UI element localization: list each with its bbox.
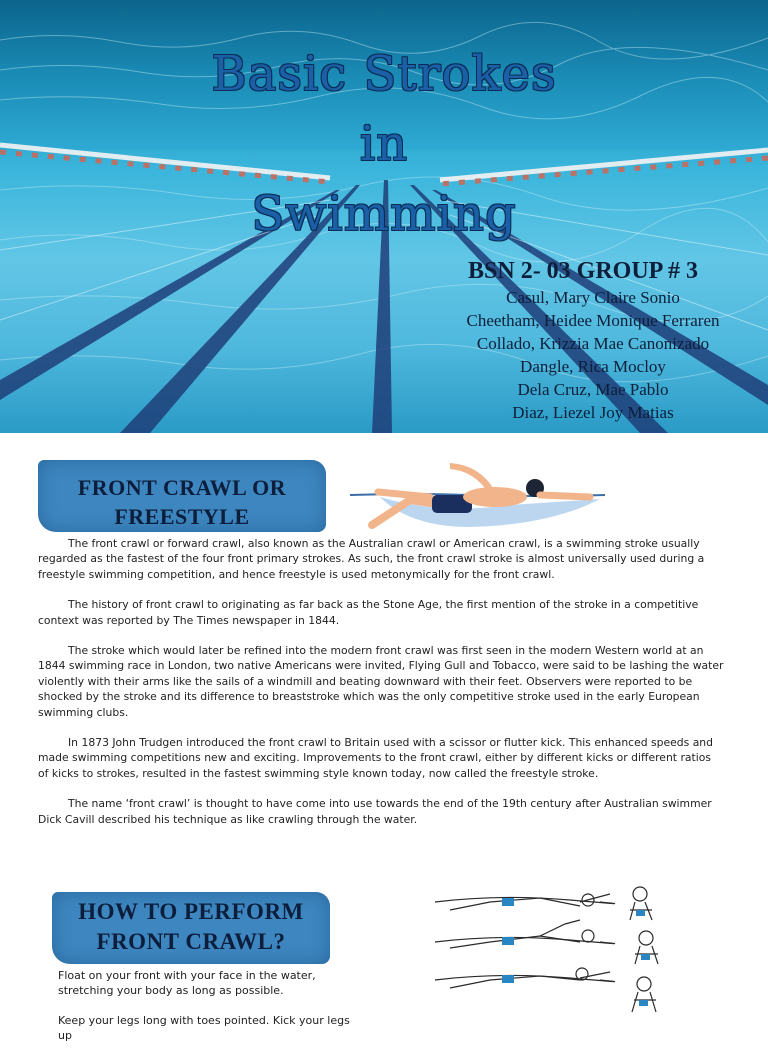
heading-line: FRONT CRAWL OR bbox=[77, 475, 287, 500]
paragraph: The history of front crawl to originating as far back as the Stone Age, the first mention of the stroke in a competitive context was reported by The Times newspaper in 1844. bbox=[38, 598, 699, 627]
paragraph: Keep your legs long with toes pointed. Kick your legs up bbox=[58, 1014, 350, 1042]
section-heading-how-to-perform bbox=[52, 897, 330, 957]
paragraph: Float on your front with your face in the water, stretching your body as long as possible. bbox=[58, 969, 316, 997]
paragraph: The name ‘front crawl’ is thought to have come into use towards the end of the 19th century after Australian swimmer Dick Cavill described his technique as like crawling through the water. bbox=[38, 797, 712, 826]
heading-line: HOW TO PERFORM bbox=[78, 899, 304, 924]
how-to-perform-steps bbox=[58, 968, 358, 1058]
paragraph: The front crawl or forward crawl, also known as the Australian crawl or American crawl, is a swimming stroke usually regarded as the fastest of the four front primary strokes. As such, the front crawl stroke is almost universally used during a freestyle swimming competition, and hence freestyle is used metonymically for the front crawl. bbox=[38, 537, 705, 581]
swimmer-illustration bbox=[350, 455, 610, 530]
document-title-line-2: in bbox=[359, 116, 409, 172]
document-title-line-1: Basic Strokes bbox=[211, 46, 557, 102]
member-name: Cheetham, Heidee Monique Ferraren bbox=[466, 311, 720, 330]
stroke-technique-diagram bbox=[430, 880, 680, 1024]
member-list bbox=[448, 286, 738, 424]
document-title-line-3: Swimming bbox=[251, 186, 517, 242]
member-name: Casul, Mary Claire Sonio bbox=[506, 288, 680, 307]
paragraph: The stroke which would later be refined into the modern front crawl was first seen in the modern Western world at an 1844 swimming race in London, two native Americans were invited, Flying Gull and Tobacco, were said to be lashing the water violently with their arms like the sails of a windmill and beating downward with their feet. Observers were reported to be shocked by the stroke and its difference to breaststroke which was the only competitive stroke used in the early European swimming clubs. bbox=[38, 644, 724, 719]
group-title: BSN 2- 03 GROUP # 3 bbox=[468, 258, 699, 284]
front-crawl-description bbox=[38, 536, 724, 842]
member-name: Diaz, Liezel Joy Matias bbox=[512, 403, 674, 422]
paragraph: In 1873 John Trudgen introduced the front crawl to Britain used with a scissor or flutter kick. This enhanced speeds and made swimming competitions new and exciting. Improvements to the front crawl, either by different kicks or different ratios of kicks to strokes, resulted in the fastest swimming style known today, now called the freestyle stroke. bbox=[38, 736, 714, 780]
heading-line: FREESTYLE bbox=[114, 504, 250, 529]
member-name: Dangle, Rica Mocloy bbox=[520, 357, 666, 376]
cover-image bbox=[0, 0, 768, 433]
member-name: Dela Cruz, Mae Pablo bbox=[517, 380, 669, 399]
member-name: Collado, Krizzia Mae Canonizado bbox=[476, 334, 710, 353]
section-heading-front-crawl bbox=[38, 473, 326, 531]
heading-line: FRONT CRAWL? bbox=[96, 929, 286, 954]
